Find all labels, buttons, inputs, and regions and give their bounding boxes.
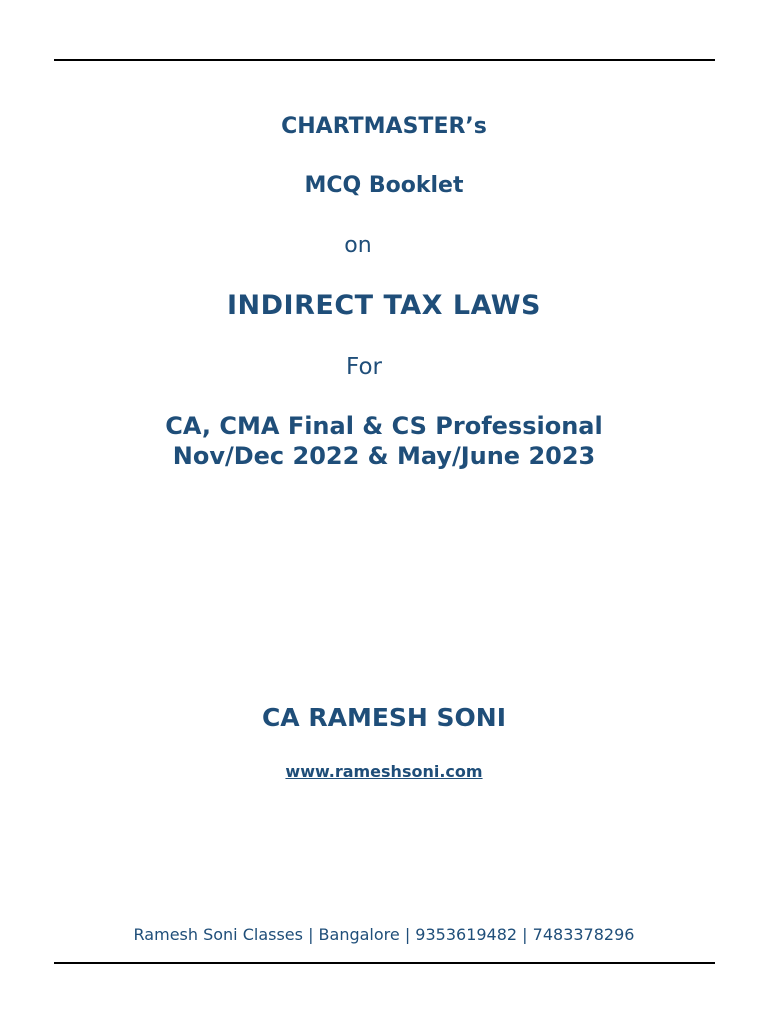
attempt-line: Nov/Dec 2022 & May/June 2023 <box>172 442 596 470</box>
subject-title: INDIRECT TAX LAWS <box>226 290 542 321</box>
course-line: CA, CMA Final & CS Professional <box>165 412 603 440</box>
author-name: CA RAMESH SONI <box>261 703 507 732</box>
on-label: on <box>344 233 372 258</box>
footer-contact: Ramesh Soni Classes | Bangalore | 9353619482 | 7483378296 <box>133 925 635 944</box>
for-label: For <box>346 354 382 380</box>
booklet-title: MCQ Booklet <box>304 173 464 198</box>
website-line <box>0 762 768 781</box>
website-link[interactable]: www.rameshsoni.com <box>285 762 483 781</box>
publisher-title: CHARTMASTER’s <box>281 114 487 139</box>
top-rule <box>54 59 715 61</box>
bottom-rule <box>54 962 715 964</box>
